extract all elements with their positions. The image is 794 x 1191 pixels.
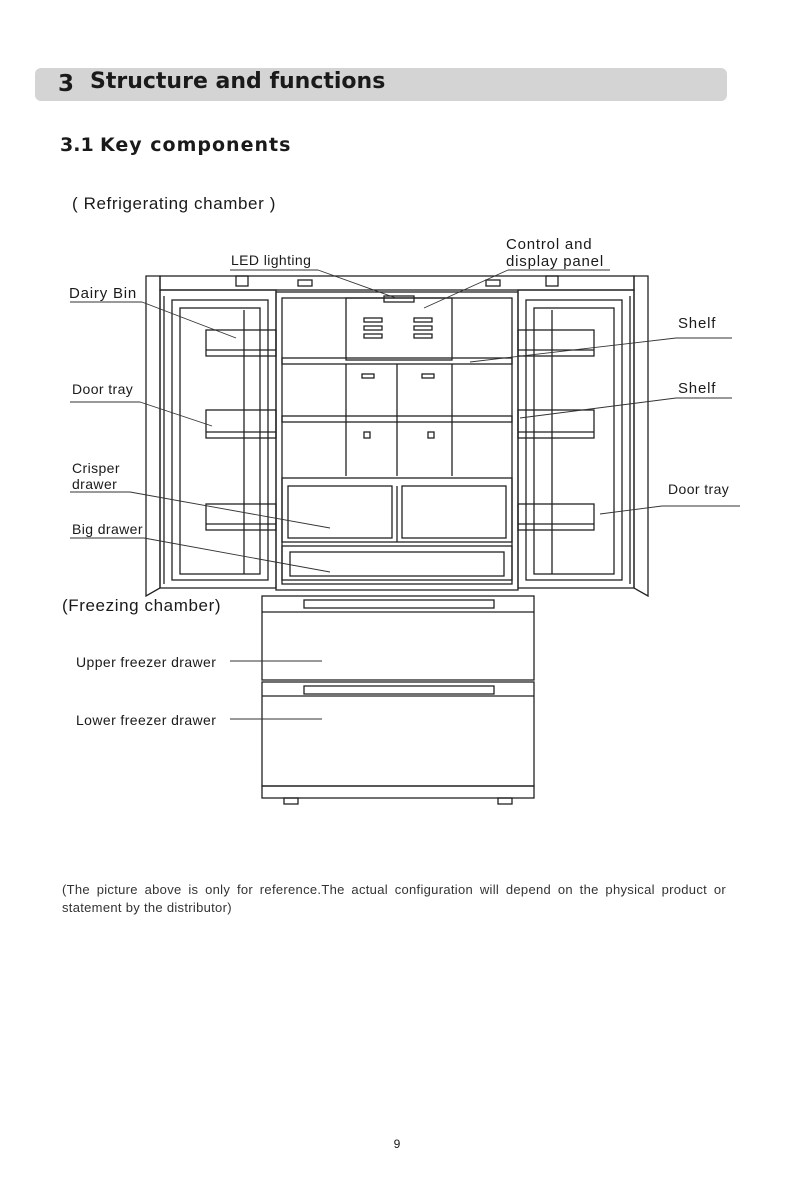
left-door-edge <box>146 276 160 596</box>
freezing-chamber-heading: (Freezing chamber) <box>62 596 222 615</box>
reference-note: (The picture above is only for reference.The actual configuration will depend on the physical product or statement by the distributor) <box>62 882 726 915</box>
label-upper-freezer-drawer: Upper freezer drawer <box>76 654 217 670</box>
dairy-bin <box>206 330 276 356</box>
label-big-drawer: Big drawer <box>72 521 143 537</box>
label-control-line2: display panel <box>506 253 604 270</box>
label-door-tray-left: Door tray <box>72 381 134 397</box>
section-title: Structure and functions <box>90 69 386 94</box>
label-crisper-line2: drawer <box>72 476 118 492</box>
control-panel-housing <box>346 298 452 360</box>
label-crisper-line1: Crisper <box>72 460 120 476</box>
left-door <box>160 290 276 588</box>
right-door-edge <box>634 276 648 596</box>
hinge-right <box>546 276 558 286</box>
led-light <box>384 296 414 302</box>
label-led-lighting: LED lighting <box>231 252 312 268</box>
refrigerating-chamber-heading: ( Refrigerating chamber ) <box>72 194 276 213</box>
door-tray-left-shape <box>206 410 276 438</box>
big-drawer-shape <box>282 546 512 580</box>
subsection-title: Key components <box>100 134 292 156</box>
label-door-tray-right: Door tray <box>668 481 730 497</box>
section-number: 3 <box>58 71 75 97</box>
label-lower-freezer-drawer: Lower freezer drawer <box>76 712 217 728</box>
cabinet-top <box>160 276 634 290</box>
door-tray-right-shape <box>518 504 594 530</box>
hinge-left <box>236 276 248 286</box>
subsection-number: 3.1 <box>60 134 94 156</box>
label-shelf-lower: Shelf <box>678 380 717 397</box>
label-shelf-upper: Shelf <box>678 315 717 332</box>
lower-freezer-drawer-shape <box>262 682 534 786</box>
right-door <box>518 290 634 588</box>
page-number: 9 <box>393 1137 401 1151</box>
label-control-line1: Control and <box>506 236 593 253</box>
label-dairy-bin: Dairy Bin <box>69 285 138 302</box>
base-grille <box>262 786 534 798</box>
